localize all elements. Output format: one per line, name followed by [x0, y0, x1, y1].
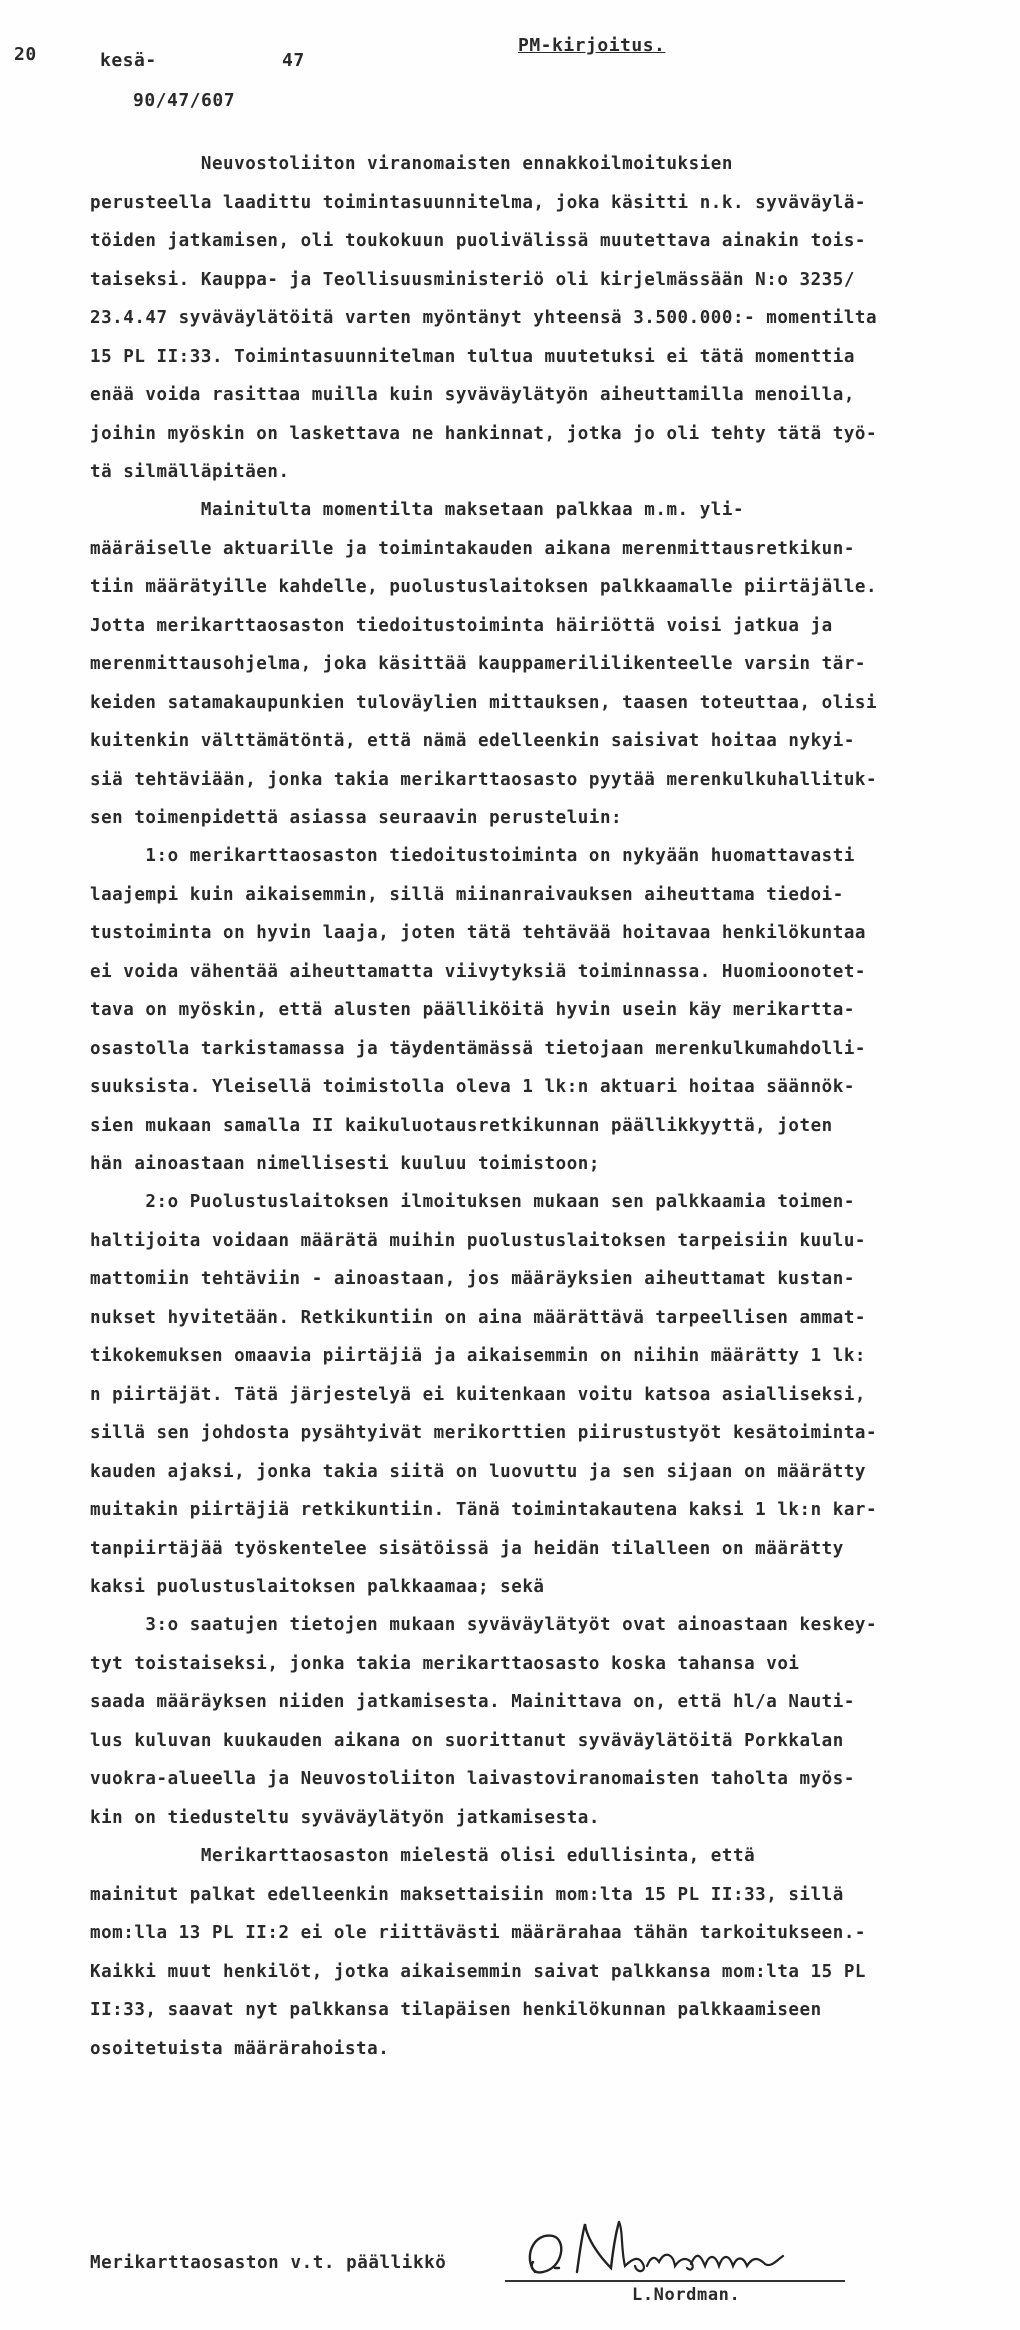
text-line: laajempi kuin aikaisemmin, sillä miinanraivauksen aiheuttama tiedoi-: [90, 884, 844, 905]
text-line: töiden jatkamisen, oli toukokuun puolivälissä muutettava ainakin tois-: [90, 231, 867, 251]
text-line: muitakin piirtäjiä retkikuntiin. Tänä toimintakautena kaksi 1 lk:n kar-: [90, 1500, 878, 1520]
text-line: kauden ajaksi, jonka takia siitä on luovuttu ja sen sijaan on määrätty: [90, 1461, 867, 1482]
reference-number: 90/47/607: [133, 90, 236, 111]
text-line: Kaikki muut henkilöt, jotka aikaisemmin saivat palkkansa mom:lta 15 PL: [90, 1961, 867, 1982]
text-line: suuksista. Yleisellä toimistolla oleva 1 lk:n aktuari hoitaa säännök-: [90, 1077, 855, 1097]
text-line: sen toimenpidettä asiassa seuraavin perusteluin:: [90, 808, 623, 828]
text-line: määräiselle aktuarille ja toimintakauden aikana merenmittausretkikun-: [90, 538, 855, 559]
text-line: 23.4.47 syväväylätöitä varten myöntänyt yhteensä 3.500.000:- momentilta: [90, 308, 878, 328]
paragraph-point-2: [90, 1183, 960, 1607]
text-line: tanpiirtäjää työskentelee sisätöissä ja heidän tilalleen on määrätty: [90, 1538, 844, 1559]
text-line: Neuvostoliiton viranomaisten ennakkoilmoituksien: [90, 154, 733, 174]
text-line: tikokemuksen omaavia piirtäjiä ja aikaisemmin on niihin määrätty 1 lk:: [90, 1346, 867, 1366]
text-line: tyt toistaiseksi, jonka takia merikarttaosasto koska tahansa voi: [90, 1653, 800, 1674]
text-line: merenmittausohjelma, joka käsittää kauppamerililikenteelle varsin tär-: [90, 654, 867, 674]
paragraph-point-1: [90, 837, 960, 1184]
date-month: kesä-: [100, 50, 157, 71]
text-line: kaksi puolustuslaitoksen palkkaamaa; sekä: [90, 1577, 545, 1597]
date-year: 47: [282, 50, 305, 71]
text-line: 1:o merikarttaosaston tiedoitustoiminta on nykyään huomattavasti: [90, 846, 855, 866]
paragraph-salaries: [90, 491, 960, 838]
paragraph-point-3: [90, 1606, 960, 1837]
text-line: mainitut palkat edelleenkin maksettaisiin mom:lta 15 PL II:33, sillä: [90, 1884, 844, 1905]
text-line: saada määräyksen niiden jatkamisesta. Mainittava on, että hl/a Nauti-: [90, 1692, 855, 1712]
text-line: lus kuluvan kuukauden aikana on suorittanut syväväylätöitä Porkkalan: [90, 1730, 844, 1751]
text-line: tava on myöskin, että alusten päälliköitä hyvin usein käy merikartta-: [90, 1000, 855, 1020]
text-line: haltijoita voidaan määrätä muihin puolustuslaitoksen tarpeisiin kuulu-: [90, 1230, 867, 1251]
text-line: nukset hyvitetään. Retkikuntiin on aina määrättävä tarpeellisen ammat-: [90, 1307, 867, 1328]
document-title: PM-kirjoitus.: [518, 35, 666, 56]
text-line: mattomiin tehtäviin - ainoastaan, jos määräyksien aiheuttamat kustan-: [90, 1269, 855, 1289]
text-line: sien mukaan samalla II kaikuluotausretkikunnan päällikkyyttä, joten: [90, 1115, 833, 1136]
text-line: siä tehtäviään, jonka takia merikarttaosasto pyytää merenkulkuhallituk-: [90, 769, 878, 790]
text-line: enää voida rasittaa muilla kuin syväväylätyön aiheuttamilla menoilla,: [90, 385, 855, 405]
text-line: ei voida vähentää aiheuttamatta viivytyksiä toiminnassa. Huomioonotet-: [90, 961, 867, 982]
text-line: taiseksi. Kauppa- ja Teollisuusministeriö oli kirjelmässään N:o 3235/: [90, 269, 855, 290]
text-line: keiden satamakaupunkien tuloväylien mittauksen, taasen toteuttaa, olisi: [90, 692, 878, 713]
text-line: vuokra-alueella ja Neuvostoliiton laivastoviranomaisten taholta myös-: [90, 1769, 855, 1789]
text-line: sillä sen johdosta pysähtyivät merikorttien piirustustyöt kesätoiminta-: [90, 1423, 878, 1443]
text-line: osastolla tarkistamassa ja täydentämässä tietojaan merenkulkumahdolli-: [90, 1038, 867, 1059]
text-line: Jotta merikarttaosaston tiedoitustoiminta häiriöttä voisi jatkua ja: [90, 615, 833, 636]
text-line: kin on tiedusteltu syväväylätyön jatkamisesta.: [90, 1807, 600, 1828]
signatory-name: L.Nordman.: [632, 2285, 741, 2305]
text-line: Merikarttaosaston mielestä olisi edullisinta, että: [90, 1846, 756, 1866]
text-line: II:33, saavat nyt palkkansa tilapäisen henkilökunnan palkkaamiseen: [90, 2000, 822, 2020]
text-line: hän ainoastaan nimellisesti kuuluu toimistoon;: [90, 1154, 600, 1174]
signature-line: [505, 2280, 845, 2282]
paragraph-conclusion: [90, 1837, 960, 2068]
text-line: n piirtäjät. Tätä järjestelyä ei kuitenkaan voitu katsoa asialliseksi,: [90, 1384, 867, 1405]
text-line: kuitenkin välttämätöntä, että nämä edelleenkin saisivat hoitaa nykyi-: [90, 731, 855, 751]
text-line: tä silmälläpitäen.: [90, 462, 290, 482]
text-line: tustoiminta on hyvin laaja, joten tätä tehtävää hoitavaa henkilökuntaa: [90, 923, 867, 943]
text-line: 3:o saatujen tietojen mukaan syväväylätyöt ovat ainoastaan keskey-: [90, 1615, 878, 1635]
paragraph-intro: [90, 145, 960, 492]
text-line: Mainitulta momentilta maksetaan palkkaa m.m. yli-: [90, 500, 745, 520]
signatory-title: Merikarttaosaston v.t. päällikkö: [90, 2253, 447, 2273]
page-number: 20: [14, 44, 37, 65]
text-line: perusteella laadittu toimintasuunnitelma, joka käsitti n.k. syväväylä-: [90, 192, 867, 213]
text-line: 15 PL II:33. Toimintasuunnitelman tultua muutetuksi ei tätä momenttia: [90, 346, 855, 367]
text-line: mom:lla 13 PL II:2 ei ole riittävästi määrärahaa tähän tarkoitukseen.-: [90, 1923, 867, 1943]
text-line: osoitetuista määrärahoista.: [90, 2038, 390, 2059]
text-line: 2:o Puolustuslaitoksen ilmoituksen mukaan sen palkkaamia toimen-: [90, 1192, 855, 1212]
text-line: joihin myöskin on laskettava ne hankinnat, jotka jo oli tehty tätä työ-: [90, 423, 878, 444]
text-line: tiin määrätyille kahdelle, puolustuslaitoksen palkkaamalle piirtäjälle.: [90, 577, 878, 597]
